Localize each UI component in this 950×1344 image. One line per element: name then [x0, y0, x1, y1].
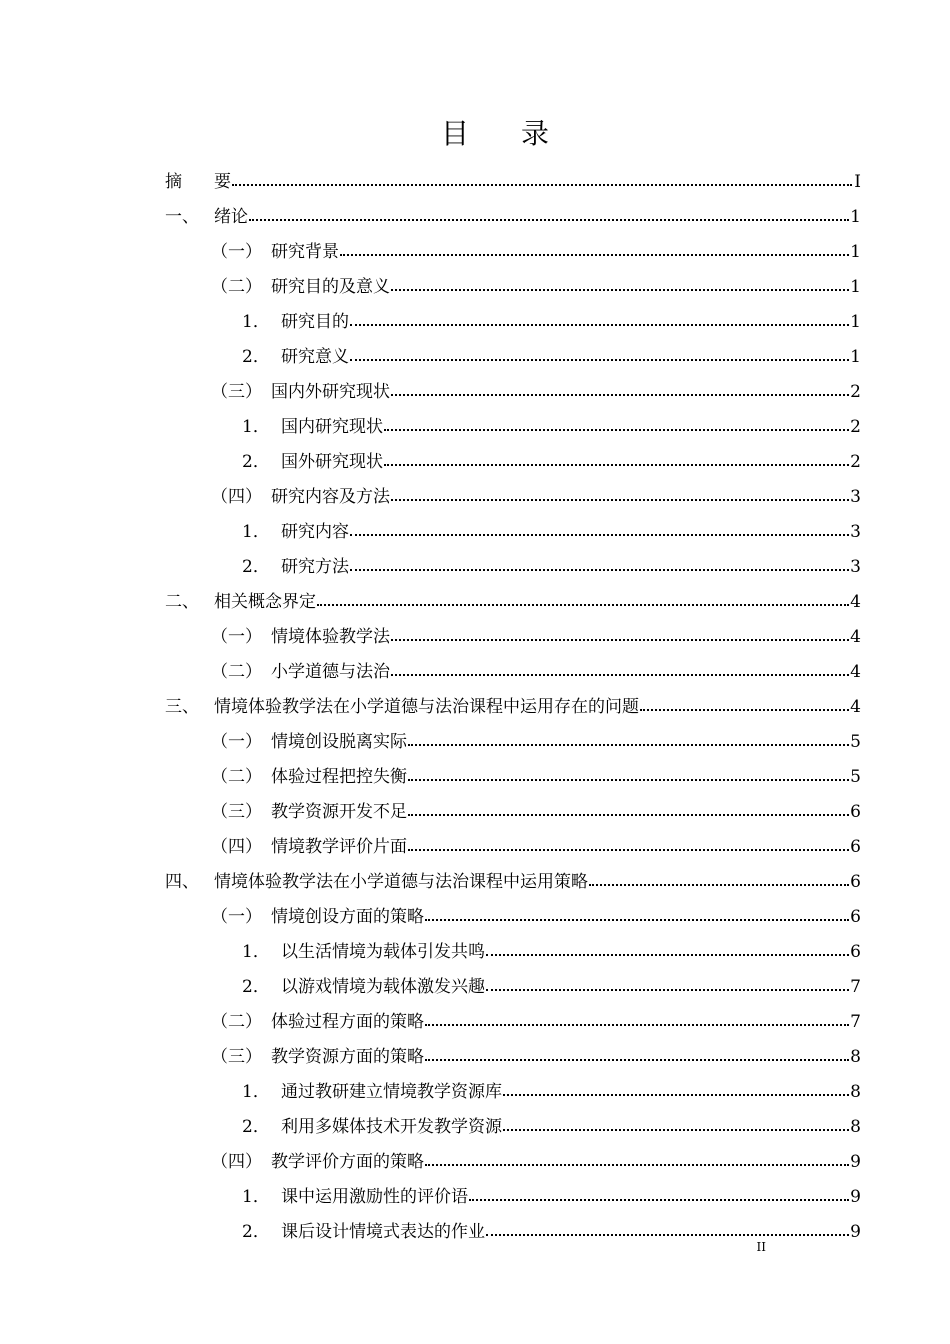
toc-entry[interactable]: [165, 157, 861, 192]
toc-entry-title: 以生活情境为载体引发共鸣: [281, 942, 485, 962]
toc-entry-page: 1: [850, 312, 861, 332]
toc-entry-page: 6: [850, 837, 861, 857]
toc-entry-number: （三）: [211, 802, 262, 822]
toc-entry-page: 9: [850, 1187, 861, 1207]
toc-entry-title: 国内外研究现状: [271, 382, 390, 402]
toc-entry-number: 1．: [242, 1187, 270, 1207]
toc-title-char-2: 录: [521, 117, 550, 150]
toc-entry-title: 绪论: [214, 207, 248, 227]
toc-entry[interactable]: [165, 542, 861, 577]
toc-dot-leader: [408, 765, 849, 783]
toc-entry-title: 国外研究现状: [281, 452, 383, 472]
toc-entry-page: 4: [850, 697, 861, 717]
toc-entry[interactable]: [165, 227, 861, 262]
toc-entry-page: 6: [850, 872, 861, 892]
toc-entry[interactable]: [165, 682, 861, 717]
toc-entry-number: （一）: [211, 732, 262, 752]
toc-entry-title: 利用多媒体技术开发教学资源: [281, 1117, 502, 1137]
toc-entry-title: 情境体验教学法: [271, 627, 390, 647]
toc-dot-leader: [391, 625, 849, 643]
toc-entry-number: 摘: [165, 172, 182, 192]
toc-entry-page: 8: [850, 1117, 861, 1137]
toc-dot-leader: [384, 415, 849, 433]
toc-entry[interactable]: [165, 507, 861, 542]
toc-entry-number: 二、: [165, 592, 199, 612]
toc-dot-leader: [469, 1185, 849, 1203]
toc-dot-leader: [249, 205, 849, 223]
toc-entry-number: 1．: [242, 942, 270, 962]
toc-entry[interactable]: [165, 962, 861, 997]
toc-entry[interactable]: [165, 647, 861, 682]
toc-entry-number: （四）: [211, 837, 262, 857]
toc-entry-page: 7: [850, 1012, 861, 1032]
toc-entry-title: 课中运用激励性的评价语: [281, 1187, 468, 1207]
toc-dot-leader: [486, 1220, 849, 1238]
toc-entry-number: （二）: [211, 277, 262, 297]
toc-entry-title: 研究目的: [281, 312, 349, 332]
toc-entry-title: 情境创设脱离实际: [271, 732, 407, 752]
toc-dot-leader: [340, 240, 849, 258]
toc-entry-page: 1: [850, 242, 861, 262]
toc-entry-title: 教学资源方面的策略: [271, 1047, 424, 1067]
toc-entry[interactable]: [165, 437, 861, 472]
toc-dot-leader: [391, 660, 849, 678]
toc-entry-page: 1: [850, 347, 861, 367]
toc-entry-page: 2: [850, 417, 861, 437]
toc-dot-leader: [425, 905, 849, 923]
toc-entry-number: 一、: [165, 207, 199, 227]
toc-entry-title: 小学道德与法治: [271, 662, 390, 682]
toc-entry-number: （三）: [211, 1047, 262, 1067]
toc-title: [0, 112, 950, 152]
toc-entry-page: 3: [850, 522, 861, 542]
toc-entry[interactable]: [165, 1172, 861, 1207]
toc-entry[interactable]: [165, 332, 861, 367]
toc-entry[interactable]: [165, 822, 861, 857]
toc-entry-number: 2．: [242, 1222, 270, 1242]
toc-entry-number: （一）: [211, 627, 262, 647]
toc-entry-page: 5: [850, 732, 861, 752]
toc-dot-leader: [425, 1150, 849, 1168]
toc-entry-page: 5: [850, 767, 861, 787]
toc-dot-leader: [640, 695, 849, 713]
toc-entry-page: 6: [850, 802, 861, 822]
toc-entry-number: 2．: [242, 347, 270, 367]
toc-entry[interactable]: [165, 1067, 861, 1102]
toc-entry-title: 教学资源开发不足: [271, 802, 407, 822]
toc-entry-title: 情境体验教学法在小学道德与法治课程中运用存在的问题: [214, 697, 639, 717]
toc-entry-title: 要: [214, 172, 231, 192]
toc-dot-leader: [350, 555, 849, 573]
toc-dot-leader: [503, 1115, 849, 1133]
toc-dot-leader: [425, 1045, 849, 1063]
toc-entry-title: 研究内容: [281, 522, 349, 542]
toc-entry[interactable]: [165, 1102, 861, 1137]
toc-dot-leader: [408, 835, 849, 853]
toc-entry-page: 2: [850, 452, 861, 472]
toc-entry-page: 9: [850, 1152, 861, 1172]
toc-entry-number: 四、: [165, 872, 199, 892]
toc-entry[interactable]: [165, 1032, 861, 1067]
toc-entry-page: 4: [850, 662, 861, 682]
toc-entry-page: 8: [850, 1082, 861, 1102]
toc-entry[interactable]: [165, 367, 861, 402]
table-of-contents: [165, 157, 861, 1242]
toc-entry-page: 9: [850, 1222, 861, 1242]
toc-entry[interactable]: [165, 997, 861, 1032]
toc-entry-page: 1: [850, 277, 861, 297]
toc-entry-number: 2．: [242, 557, 270, 577]
toc-entry[interactable]: [165, 192, 861, 227]
toc-entry-number: （二）: [211, 662, 262, 682]
toc-entry[interactable]: [165, 752, 861, 787]
toc-entry[interactable]: [165, 402, 861, 437]
toc-dot-leader: [503, 1080, 849, 1098]
toc-entry-number: 三、: [165, 697, 199, 717]
toc-entry-number: 2．: [242, 977, 270, 997]
toc-dot-leader: [425, 1010, 849, 1028]
toc-entry-title: 研究意义: [281, 347, 349, 367]
toc-entry-title: 研究方法: [281, 557, 349, 577]
toc-entry-title: 体验过程方面的策略: [271, 1012, 424, 1032]
toc-entry-title: 课后设计情境式表达的作业: [281, 1222, 485, 1242]
toc-entry[interactable]: [165, 262, 861, 297]
toc-entry[interactable]: [165, 927, 861, 962]
toc-entry-page: 3: [850, 487, 861, 507]
toc-entry-title: 国内研究现状: [281, 417, 383, 437]
toc-entry[interactable]: [165, 1137, 861, 1172]
toc-entry-number: 2．: [242, 1117, 270, 1137]
toc-entry-page: 4: [850, 592, 861, 612]
toc-entry-number: （一）: [211, 907, 262, 927]
toc-entry-number: （四）: [211, 487, 262, 507]
toc-dot-leader: [317, 590, 849, 608]
toc-entry[interactable]: [165, 577, 861, 612]
toc-entry-title: 以游戏情境为载体激发兴趣: [281, 977, 485, 997]
toc-dot-leader: [486, 975, 849, 993]
toc-entry-page: 6: [850, 907, 861, 927]
toc-entry-number: 2．: [242, 452, 270, 472]
toc-entry-page: I: [854, 172, 861, 192]
toc-entry[interactable]: [165, 472, 861, 507]
toc-entry[interactable]: [165, 857, 861, 892]
toc-entry-page: 1: [850, 207, 861, 227]
toc-entry-number: 1．: [242, 522, 270, 542]
toc-entry-title: 情境创设方面的策略: [271, 907, 424, 927]
toc-entry-page: 4: [850, 627, 861, 647]
toc-dot-leader: [350, 520, 849, 538]
toc-entry[interactable]: [165, 717, 861, 752]
toc-entry-title: 研究内容及方法: [271, 487, 390, 507]
toc-entry-number: （四）: [211, 1152, 262, 1172]
toc-dot-leader: [391, 275, 849, 293]
toc-entry-title: 研究目的及意义: [271, 277, 390, 297]
toc-title-char-1: 目: [440, 117, 469, 150]
toc-entry-title: 研究背景: [271, 242, 339, 262]
toc-entry[interactable]: [165, 297, 861, 332]
toc-entry-page: 6: [850, 942, 861, 962]
toc-dot-leader: [486, 940, 849, 958]
toc-dot-leader: [408, 730, 849, 748]
toc-entry[interactable]: [165, 892, 861, 927]
toc-dot-leader: [589, 870, 849, 888]
toc-entry-page: 3: [850, 557, 861, 577]
toc-entry-page: 7: [850, 977, 861, 997]
toc-entry-number: （二）: [211, 1012, 262, 1032]
toc-entry-title: 体验过程把控失衡: [271, 767, 407, 787]
toc-entry-number: （二）: [211, 767, 262, 787]
toc-entry-number: 1．: [242, 312, 270, 332]
toc-entry-title: 相关概念界定: [214, 592, 316, 612]
toc-dot-leader: [232, 170, 852, 188]
toc-dot-leader: [384, 450, 849, 468]
toc-entry-page: 2: [850, 382, 861, 402]
toc-dot-leader: [391, 380, 849, 398]
toc-entry-number: 1．: [242, 417, 270, 437]
toc-entry-number: （一）: [211, 242, 262, 262]
toc-entry-number: 1．: [242, 1082, 270, 1102]
toc-entry[interactable]: [165, 1207, 861, 1242]
toc-dot-leader: [350, 310, 849, 328]
toc-dot-leader: [350, 345, 849, 363]
toc-entry[interactable]: [165, 612, 861, 647]
toc-entry-title: 情境体验教学法在小学道德与法治课程中运用策略: [214, 872, 588, 892]
toc-entry-number: （三）: [211, 382, 262, 402]
toc-entry-title: 情境教学评价片面: [271, 837, 407, 857]
toc-entry-title: 教学评价方面的策略: [271, 1152, 424, 1172]
toc-entry[interactable]: [165, 787, 861, 822]
toc-entry-page: 8: [850, 1047, 861, 1067]
toc-dot-leader: [391, 485, 849, 503]
toc-dot-leader: [408, 800, 849, 818]
page-number-footer: II: [756, 1240, 766, 1254]
toc-entry-title: 通过教研建立情境教学资源库: [281, 1082, 502, 1102]
